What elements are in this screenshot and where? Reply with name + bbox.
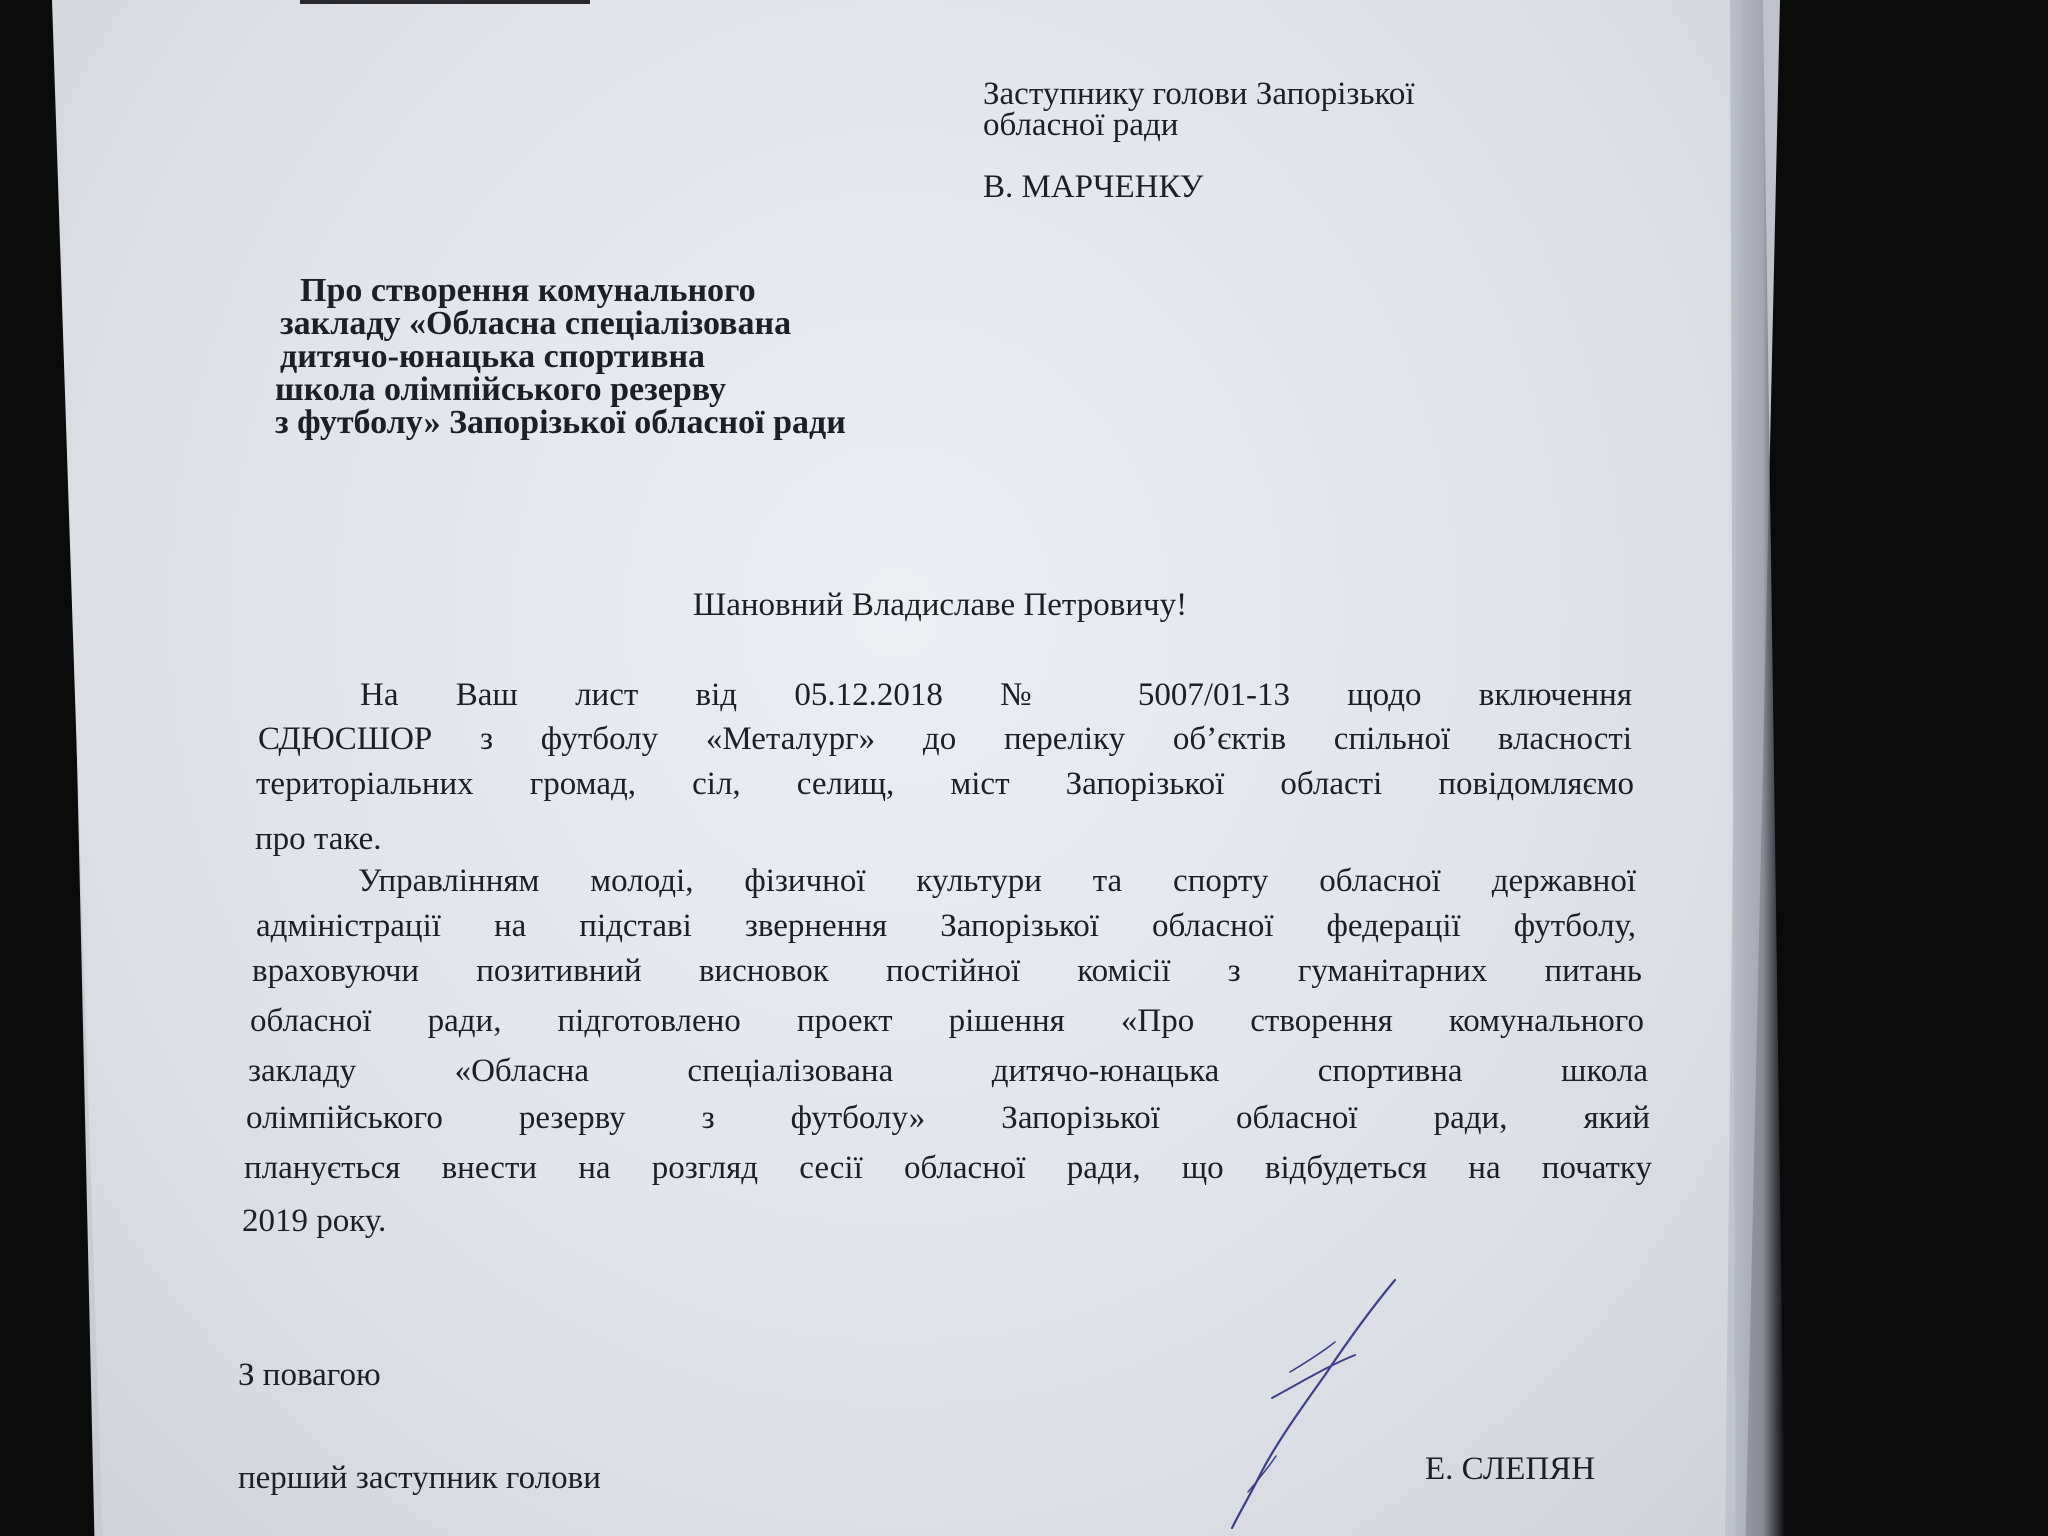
paragraph-1-line-1: На Ваш лист від 05.12.2018 № 5007/01-13 щодо включення — [360, 677, 1632, 713]
paragraph-2-line-3: враховуючи позитивний висновок постійної комісії з гуманітарних питань — [252, 953, 1642, 989]
dark-background-right — [1798, 0, 2048, 1536]
salutation: Шановний Владиславе Петровичу! — [692, 587, 1188, 623]
signatory-title: перший заступник голови — [238, 1460, 601, 1496]
closing: З повагою — [238, 1357, 381, 1393]
top-underline-fragment — [300, 0, 590, 4]
paper-edge — [1730, 0, 1785, 1536]
paragraph-1-line-2: СДЮСШОР з футболу «Металург» до переліку об’єктів спільної власності — [258, 721, 1632, 757]
paragraph-2-line-1: Управлінням молоді, фізичної культури та спорту обласної державної — [358, 863, 1636, 899]
paragraph-1-line-3: територіальних громад, сіл, селищ, міст Запорізької області повідомляємо — [256, 766, 1634, 802]
paragraph-2-line-7: планується внести на розгляд сесії обласної ради, що відбудеться на початку — [244, 1150, 1652, 1186]
paragraph-2-line-8: 2019 року. — [242, 1203, 387, 1239]
paragraph-2-line-6: олімпійського резерву з футболу» Запорізької обласної ради, який — [246, 1100, 1650, 1136]
recipient-line-1: Заступнику голови Запорізької — [983, 76, 1415, 112]
signatory-name: Е. СЛЕПЯН — [1425, 1451, 1596, 1487]
subject-line-4: школа олімпійського резерву — [275, 371, 726, 408]
paragraph-1-line-4: про таке. — [255, 821, 382, 857]
recipient-name: В. МАРЧЕНКУ — [983, 169, 1204, 205]
paragraph-2-line-2: адміністрації на підставі звернення Запорізької обласної федерації футболу, — [256, 908, 1636, 944]
recipient-line-2: обласної ради — [983, 107, 1179, 143]
paragraph-2-line-5: закладу «Обласна спеціалізована дитячо-юнацька спортивна школа — [248, 1053, 1648, 1089]
subject-line-3: дитячо-юнацька спортивна — [280, 338, 706, 375]
paragraph-2-line-4: обласної ради, підготовлено проект рішення «Про створення комунального — [250, 1003, 1644, 1039]
subject-line-2: закладу «Обласна спеціалізована — [280, 305, 792, 342]
subject-line-5: з футболу» Запорізької обласної ради — [275, 404, 846, 441]
handwritten-signature — [1180, 1270, 1410, 1530]
subject-line-1: Про створення комунального — [300, 272, 756, 309]
